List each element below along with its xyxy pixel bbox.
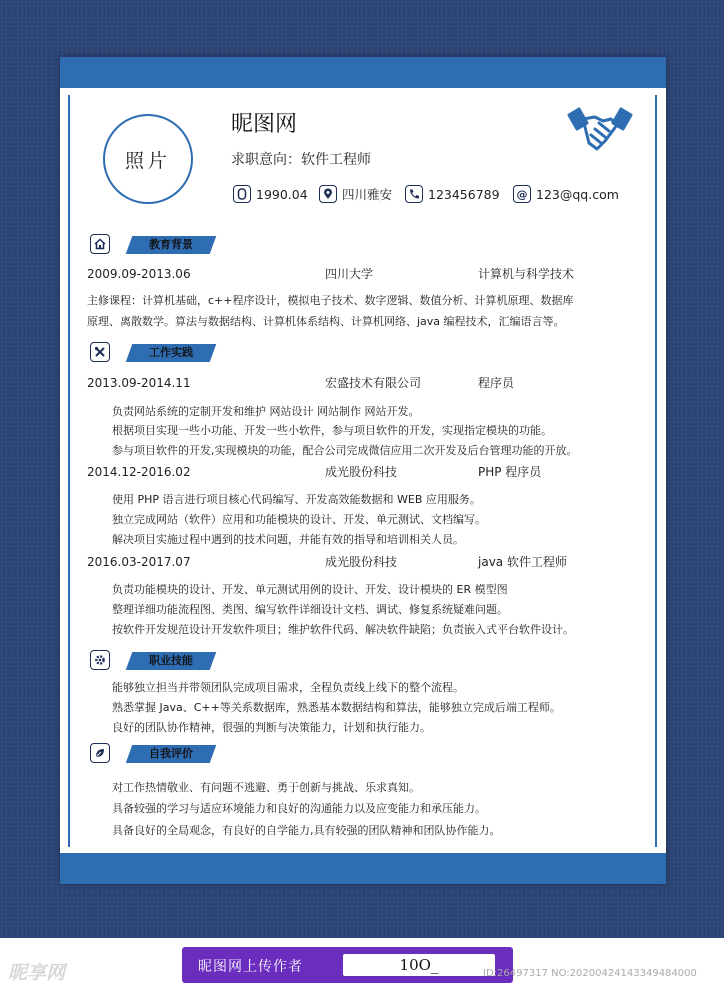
job-duty-line: 使用 PHP 语言进行项目核心代码编写、开发高效能数据和 WEB 应用服务。 (112, 493, 481, 506)
top-band (60, 57, 666, 88)
contact-bar (233, 183, 653, 207)
job-role: PHP 程序员 (478, 465, 542, 479)
skill-line: 能够独立担当并带领团队完成项目需求，全程负责线上线下的整个流程。 (112, 681, 464, 694)
job-role: 程序员 (478, 376, 515, 390)
job-date: 2016.03-2017.07 (87, 555, 191, 569)
contact-location: 四川雅安 (319, 183, 392, 205)
section-title: 教育背景 (126, 236, 217, 254)
skill-line: 良好的团队协作精神，很强的判断与决策能力，计划和执行能力。 (112, 721, 431, 734)
left-rule (68, 95, 70, 847)
contact-birth: 1990.04 (233, 183, 308, 205)
uploader-id: 10O_ (343, 954, 495, 976)
tools-icon (90, 342, 110, 362)
image-info: ID:26497317 NO:20200424143349484000 (483, 968, 697, 979)
skill-line: 熟悉掌握 Java、C++等关系数据库，熟悉基本数据结构和算法，能够独立完成后端工程师。 (112, 701, 561, 714)
edu-courses-line: 原理、离散数学。算法与数据结构、计算机体系结构、计算机网络、java 编程技术，汇编语言等。 (87, 315, 565, 328)
job-date: 2013.09-2014.11 (87, 376, 191, 390)
job-company: 成光股份科技 (325, 465, 398, 479)
job-duty-line: 解决项目实施过程中遇到的技术问题，并能有效的指导和培训相关人员。 (112, 533, 464, 546)
candidate-name: 昵图网 (231, 112, 298, 137)
contact-phone: 123456789 (405, 183, 500, 205)
location-pin-icon (319, 185, 337, 203)
job-duty-line: 根据项目实现一些小功能、开发一些小软件，参与项目软件的开发，实现指定模块的功能。 (112, 424, 552, 437)
uploader-bar (182, 947, 513, 983)
photo-placeholder: 照片 (103, 114, 193, 204)
self-eval-line: 具备较强的学习与适应环境能力和良好的沟通能力以及应变能力和承压能力。 (112, 802, 486, 815)
edu-courses-line: 主修课程：计算机基础，c++程序设计，模拟电子技术、数字逻辑、数值分析、计算机原理、数据库 (87, 294, 574, 307)
right-rule (655, 95, 657, 847)
job-date: 2014.12-2016.02 (87, 465, 191, 479)
edu-major: 计算机与科学技术 (478, 267, 575, 281)
gear-icon (90, 650, 110, 670)
phone-icon (405, 185, 423, 203)
edu-school: 四川大学 (325, 267, 374, 281)
section-title: 自我评价 (126, 745, 217, 763)
job-duty-line: 独立完成网站（软件）应用和功能模块的设计、开发、单元测试、文档编写。 (112, 513, 486, 526)
job-duty-line: 整理详细功能流程图、类图、编写软件详细设计文档、调试、修复系统疑难问题。 (112, 603, 508, 616)
watermark-footer (0, 938, 724, 993)
contact-email: @ 123@qq.com (513, 183, 619, 205)
job-role: java 软件工程师 (478, 555, 567, 569)
job-company: 成光股份科技 (325, 555, 398, 569)
user-id-icon (233, 185, 251, 203)
job-duty-line: 参与项目软件的开发,实现模块的功能，配合公司完成微信应用二次开发及后台管理功能的开放。 (112, 444, 578, 457)
at-sign-icon: @ (513, 185, 531, 203)
job-duty-line: 负责功能模块的设计、开发、单元测试用例的设计、开发、设计模块的 ER 模型图 (112, 583, 508, 596)
watermark-logo: 昵享网 (8, 962, 66, 984)
job-intent: 求职意向：软件工程师 (231, 152, 371, 168)
section-title: 工作实践 (126, 344, 217, 362)
job-duty-line: 负责网站系统的定制开发和维护 网站设计 网站制作 网站开发。 (112, 405, 420, 418)
home-icon (90, 234, 110, 254)
self-eval-line: 具备良好的全局观念，有良好的自学能力,具有较强的团队精神和团队协作能力。 (112, 824, 501, 837)
job-company: 宏盛技术有限公司 (325, 376, 422, 390)
self-eval-line: 对工作热情敬业、有问题不逃避、勇于创新与挑战、乐求真知。 (112, 781, 420, 794)
handshake-icon (565, 105, 635, 160)
section-title: 职业技能 (126, 652, 217, 670)
job-duty-line: 按软件开发规范设计开发软件项目；维护软件代码、解决软件缺陷；负责嵌入式平台软件设计。 (112, 623, 574, 636)
edu-date: 2009.09-2013.06 (87, 267, 191, 281)
resume-page (60, 57, 666, 884)
leaf-icon (90, 743, 110, 763)
uploader-label: 昵图网上传作者 (198, 959, 303, 975)
bottom-band (60, 853, 666, 884)
